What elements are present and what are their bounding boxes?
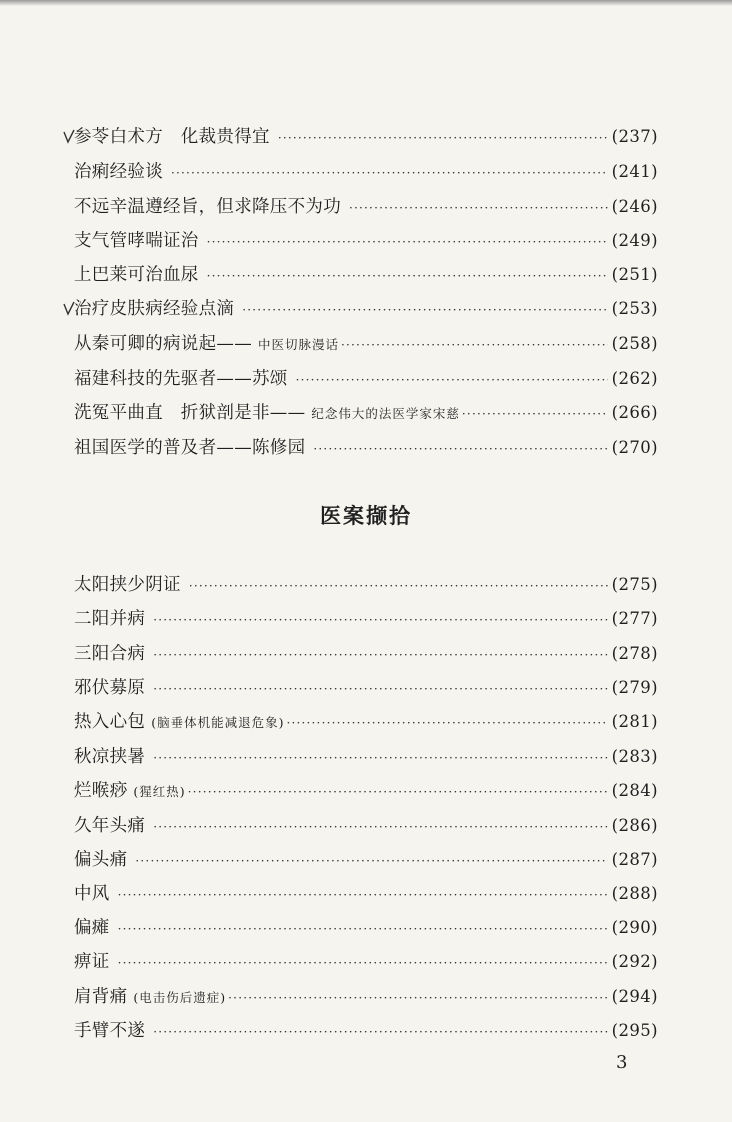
entry-page: (241) (611, 162, 658, 181)
entry-page: (258) (611, 334, 658, 353)
entry-title: 支气管哮喘证治 (74, 231, 199, 251)
dot-leader (349, 193, 608, 223)
dot-leader (153, 605, 607, 635)
entry-note: 纪念伟大的法医学家宋慈 (311, 406, 460, 421)
entry-page: (294) (611, 987, 658, 1006)
entry-title: 祖国医学的普及者——陈修园 (74, 438, 306, 458)
dot-leader (153, 1017, 607, 1047)
dot-leader (135, 846, 607, 876)
entry-title: 烂喉痧 (74, 781, 128, 801)
dot-leader (296, 365, 608, 395)
dot-leader (278, 123, 608, 153)
toc-entry (74, 157, 658, 187)
entry-title: 肩背痛 (74, 987, 128, 1007)
entry-title: 中风 (74, 884, 110, 904)
toc-entry (74, 879, 658, 909)
dot-leader (462, 399, 608, 429)
entry-page: (287) (611, 850, 658, 869)
entry-title: 热入心包 (74, 712, 146, 732)
toc-entry (74, 294, 658, 324)
entry-page: (281) (611, 712, 658, 731)
dot-leader (286, 708, 607, 738)
entry-title: 参苓白术方 化裁贵得宜 (74, 127, 270, 147)
toc-entry (74, 570, 658, 600)
toc-entry (74, 673, 658, 703)
dot-leader (118, 880, 608, 910)
toc-entry (74, 604, 658, 634)
entry-note: (脑垂体机能减退危象) (151, 715, 285, 730)
entry-note: 中医切脉漫话 (258, 337, 340, 352)
entry-page: (262) (611, 369, 658, 388)
toc-entry (74, 913, 658, 943)
entry-note: (电击伤后遗症) (133, 990, 227, 1005)
entry-page: (251) (611, 265, 658, 284)
dot-leader (313, 434, 607, 464)
toc-entry (74, 982, 658, 1012)
toc-entry (74, 398, 658, 428)
entry-page: (246) (611, 197, 658, 216)
dot-leader (188, 777, 608, 807)
toc-entry (74, 776, 658, 806)
toc-entry (74, 742, 658, 772)
dot-leader (153, 674, 607, 704)
dot-leader (189, 571, 608, 601)
entry-title: 治疗皮肤病经验点滴 (74, 299, 235, 319)
toc-entry (74, 260, 658, 290)
entry-title: 久年头痛 (74, 816, 146, 836)
entry-page: (270) (611, 438, 658, 457)
entry-page: (283) (611, 747, 658, 766)
entry-page: (275) (611, 575, 658, 594)
dot-leader (242, 295, 607, 325)
entry-title: 上巴莱可治血尿 (74, 265, 199, 285)
toc-entry (74, 639, 658, 669)
dot-leader (153, 743, 607, 773)
entry-title: 洗冤平曲直 折狱剖是非—— (74, 403, 306, 423)
entry-page: (237) (611, 127, 658, 146)
dot-leader (228, 983, 607, 1013)
toc-entry (74, 947, 658, 977)
dot-leader (171, 158, 608, 188)
entry-title: 偏瘫 (74, 918, 110, 938)
entry-title: 太阳挟少阴证 (74, 575, 181, 595)
dot-leader (153, 812, 607, 842)
entry-note: (猩红热) (133, 784, 186, 799)
entry-page: (290) (611, 918, 658, 937)
entry-title: 二阳并病 (74, 609, 146, 629)
toc-entry (74, 122, 658, 152)
toc-entry (74, 226, 658, 256)
toc-entry (74, 192, 658, 222)
entry-page: (295) (611, 1021, 658, 1040)
toc-entry (74, 845, 658, 875)
entry-title: 不远辛温遵经旨，但求降压不为功 (74, 197, 341, 217)
entry-title: 从秦可卿的病说起—— (74, 334, 252, 354)
dot-leader (207, 261, 608, 291)
entry-page: (277) (611, 609, 658, 628)
entry-page: (249) (611, 231, 658, 250)
toc-entry (74, 364, 658, 394)
dot-leader (207, 227, 608, 257)
entry-page: (253) (611, 299, 658, 318)
entry-page: (279) (611, 678, 658, 697)
entry-title: 治痢经验谈 (74, 162, 163, 182)
entry-page: (288) (611, 884, 658, 903)
toc-entry (74, 433, 658, 463)
page-number: 3 (616, 1052, 628, 1073)
entry-page: (292) (611, 952, 658, 971)
entry-page: (266) (611, 403, 658, 422)
entry-title: 福建科技的先驱者——苏颂 (74, 369, 288, 389)
dot-leader (341, 330, 608, 360)
entry-title: 三阳合病 (74, 644, 146, 664)
entry-title: 手臂不遂 (74, 1021, 146, 1041)
section-heading: 医案撷拾 (320, 503, 412, 528)
toc-entry (74, 1016, 658, 1046)
toc-entry (74, 707, 658, 737)
entry-page: (284) (611, 781, 658, 800)
dot-leader (118, 948, 608, 978)
entry-title: 秋凉挟暑 (74, 747, 146, 767)
toc-entry (74, 329, 658, 359)
entry-title: 痹证 (74, 952, 110, 972)
toc-entry (74, 811, 658, 841)
dot-leader (118, 914, 608, 944)
entry-page: (286) (611, 816, 658, 835)
entry-page: (278) (611, 644, 658, 663)
entry-title: 偏头痛 (74, 850, 128, 870)
dot-leader (153, 640, 607, 670)
entry-title: 邪伏募原 (74, 678, 146, 698)
